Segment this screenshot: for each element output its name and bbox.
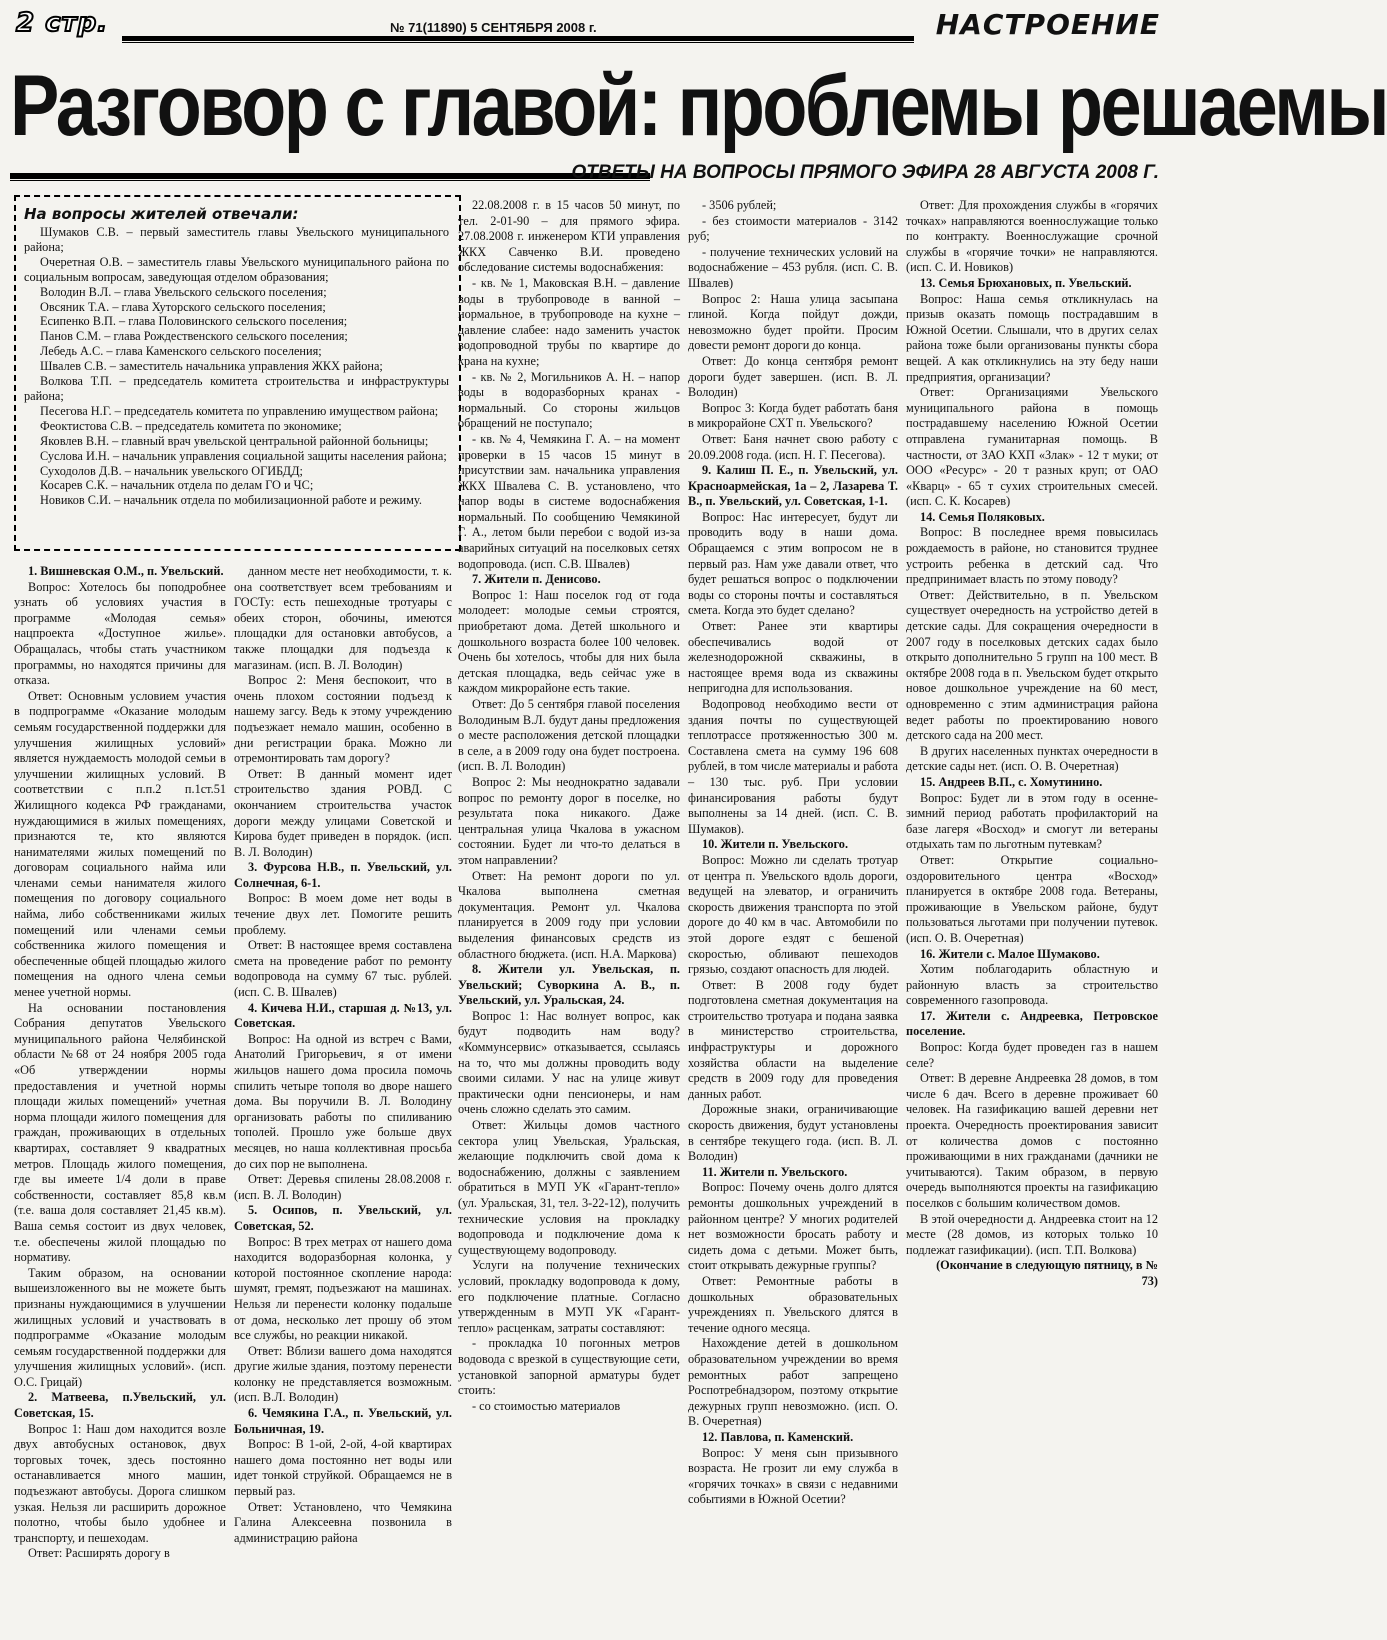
article-column-1	[14, 564, 226, 1634]
article-paragraph: Вопрос 3: Когда будет работать баня в микрорайоне СХТ п. Увельского?	[688, 400, 898, 431]
article-paragraph: Услуги на получение технических условий, прокладку водопровода к дому, его подключение платные. Согласно утвержденным в МУП УК «Гарант-тепло» расценкам, затраты составляют:	[458, 1258, 680, 1335]
responder-item: Косарев С.К. – начальник отдела по делам ГО и ЧС;	[40, 478, 314, 493]
article-paragraph: Вопрос: В последнее время повысилась рождаемость в районе, но становится труднее устроить ребенка в детский сад. Что предпринимает власть по этому поводу?	[906, 525, 1158, 587]
responder-item: Очеретная О.В. – заместитель главы Увельского муниципального района по социальным вопросам, заведующая отделом образования;	[24, 254, 449, 284]
article-column-3	[458, 198, 680, 1634]
article-column-5	[906, 198, 1158, 1634]
article-paragraph: Дорожные знаки, ограничивающие скорость движения, будут установлены в сентябре текущего года. (исп. В. Л. Володин)	[688, 1102, 898, 1164]
responder-item: Песегова Н.Г. – председатель комитета по управлению имуществом района;	[40, 403, 439, 418]
article-column-4	[688, 198, 898, 1634]
article-paragraph: Вопрос 1: Нас волнует вопрос, как будут подводить нам воду? «Коммунсервис» отказывается, ссылаясь на то, что мы должны проводить воду своими силами. У нас на улице живут практически одни пенсионеры, и нам очень сложно сделать это самим.	[458, 1008, 680, 1117]
article-paragraph: На основании постановления Собрания депутатов Увельского муниципального района Челябинской области №68 от 24 ноября 2005 года «Об утверждении нормы предоставления и учетной нормы площади жилых помещений» учетная норма площади жилого помещения для граждан, проживающих в отдельных квартирах, составляет 9 квадратных метров. Площадь жилого помещения, где вы имеете 1/4 доли в праве собственности, составляет 85,8 кв.м (т.е. ваша доля составляет 21,45 кв.м). Ваша семья состоит из двух человек, т.е. обеспечены жилой площадью по нормативу.	[14, 1000, 226, 1265]
article-paragraph: В других населенных пунктах очередности в детские сады нет. (исп. О. В. Очеретная)	[906, 743, 1158, 774]
article-paragraph: Ответ: Основным условием участия в подпрограмме «Оказание молодым семьям государственной поддержки для улучшения жилищных условий» является нуждаемость молодой семьи в улучшении жилищных условий. В соответствии с п.п.2 п.1ст.51 Жилищного кодекса РФ гражданами, нуждающимися в жилых помещениях, признаются те, кто являются нанимателями жилых помещений по договорам социального найма или членами семьи нанимателя жилого помещения по договору социального найма, либо собственниками жилых помещений или членами семьи собственника жилого помещения и обеспеченные общей площадью жилого помещения на одного члена семьи менее учетной нормы.	[14, 688, 226, 1000]
article-item-heading: 17. Жители с. Андреевка, Петровское поселение.	[906, 1008, 1158, 1039]
article-paragraph: Ответ: В 2008 году будет подготовлена сметная документация на строительство тротуара и подана заявка в министерство строительства, инфраструктуры и дорожного хозяйства области на выделение средств в 2009 году для проведения данных работ.	[688, 977, 898, 1101]
responder-item: Яковлев В.Н. – главный врач увельской центральной районной больницы;	[40, 433, 429, 448]
article-paragraph: Ответ: На ремонт дороги по ул. Чкалова выполнена сметная документация. Ремонт ул. Чкалова планируется в 2009 году при условии выделения финансовых средств из областного бюджета. (исп. Н.А. Маркова)	[458, 868, 680, 961]
responders-list	[24, 225, 449, 508]
article-item-heading: 14. Семья Поляковых.	[920, 509, 1045, 524]
article-paragraph: Ответ: Установлено, что Чемякина Галина Алексеевна позвонила в администрацию района	[234, 1499, 452, 1545]
responders-box	[14, 195, 461, 551]
article-paragraph: - кв. № 2, Могильников А. Н. – напор воды в водоразборных кранах - нормальный. Со стороны жильцов обращений не поступало;	[458, 369, 680, 431]
article-paragraph: Хотим поблагодарить областную и районную власть за строительство современного газопровода.	[906, 962, 1158, 1008]
article-paragraph: Ответ: В настоящее время составлена смета на проведение работ по ремонту водопровода на сумму 67 тыс. рублей. (исп. С. В. Швалев)	[234, 938, 452, 1000]
responder-item: Суслова И.Н. – начальник управления социальной защиты населения района;	[40, 448, 447, 463]
article-paragraph: - кв. № 4, Чемякина Г. А. – на момент проверки в 15 часов 15 минут в присутствии зам. начальника управления ЖКХ Швалева С. В. установлено, что напор воды в системе водоснабжения нормальный. По сообщению Чемякиной Г. А., летом были перебои с водой из-за аварийных ситуаций на поселковых сетях водопровода. (исп. С.В. Швалев)	[458, 431, 680, 571]
article-paragraph: 22.08.2008 г. в 15 часов 50 минут, по тел. 2-01-90 – для прямого эфира. 27.08.2008 г. инженером КТИ управления ЖКХ Савченко В.И. проведено обследование системы водоснабжения:	[458, 198, 680, 275]
article-item-heading: 11. Жители п. Увельского.	[702, 1164, 848, 1179]
article-paragraph: - кв. № 1, Маковская В.Н. – давление воды в трубопроводе в ванной – нормальное, в трубопроводе на кухне – давление слабее: надо заменить участок водопроводной трубы по квартире до крана на кухне;	[458, 275, 680, 368]
article-paragraph: Ответ: Открытие социально-оздоровительного центра «Восход» планируется в октябре 2008 года. Ветераны, проживающие в Увельском районе, будут пользоваться льготами при получении путевок. (исп. О. В. Очеретная)	[906, 852, 1158, 945]
article-paragraph: Вопрос 1: Наш дом находится возле двух автобусных остановок, двух торговых точек, здесь постоянно останавливается много машин, подъезжают автобусы. Дорога слишком узкая. Нельзя ли расширить дорожное полотно, чтобы было удобнее и транспорту, и пешеходам.	[14, 1421, 226, 1545]
article-item-heading: 8. Жители ул. Увельская, п. Увельский; Суворкина А. В., п. Увельский, ул. Уральская, 24.	[458, 962, 680, 1008]
article-item-heading: 13. Семья Брюхановых, п. Увельский.	[920, 275, 1132, 290]
responders-title: На вопросы жителей отвечали:	[24, 205, 299, 223]
issue-info: № 71(11890) 5 СЕНТЯБРЯ 2008 г.	[390, 20, 597, 35]
article-paragraph: Вопрос: В 1-ой, 2-ой, 4-ой квартирах нашего дома постоянно нет воды или идет тонкой струйкой. Обращаемся не в первый раз.	[234, 1437, 452, 1499]
article-paragraph: Ответ: Жильцы домов частного сектора улиц Увельская, Уральская, желающие подключить свой дома к водоснабжению, должны с заявлением обратиться в МУП УК «Гарант-тепло» (ул. Уральская, 31, тел. 3-22-12), получить технические условия на прокладку водопровода и подключение дома к существующему водопроводу.	[458, 1118, 680, 1257]
article-item-heading: 12. Павлова, п. Каменский.	[702, 1429, 854, 1444]
responder-item: Есипенко В.П. – глава Половинского сельского поселения;	[40, 314, 348, 329]
article-item-heading: 5. Осипов, п. Увельский, ул. Советская, 52.	[234, 1203, 452, 1233]
article-paragraph: Ответ: До 5 сентября главой поселения Володиным В.Л. будут даны предложения о месте расположения детской площадки в селе, а в 2009 году она будет построена. (исп. В. Л. Володин)	[458, 697, 680, 774]
subheadline-rule-thin	[10, 180, 650, 181]
page-header	[10, 8, 1160, 46]
article-paragraph: Вопрос: Наша семья откликнулась на призыв оказать помощь пострадавшим в Южной Осетии. Слышали, что в других селах района тоже были организованы пункты сбора вещей. А как откликнулись на эту беду наши предприятия, организации?	[906, 291, 1158, 384]
responder-item: Панов С.М. – глава Рождественского сельского поселения;	[40, 329, 348, 344]
responder-item: Лебедь А.С. – глава Каменского сельского поселения;	[40, 344, 322, 359]
article-paragraph: Вопрос 2: Наша улица засыпана глиной. Когда пойдут дожди, невозможно будет пройти. Просим довести ремонт дороги до конца.	[688, 291, 898, 353]
article-paragraph: Вопрос: В трех метрах от нашего дома находится водоразборная колонка, у которой постоянное скопление народа: шумят, гремят, подъезжают на машинах. Нельзя ли перенести колонку подальше от дома, несколько лет прошу об этом все службы, но реакции никакой.	[234, 1234, 452, 1343]
article-paragraph: Ответ: Действительно, в п. Увельском существует очередность на устройство детей в детские сады. Для сокращения очередности в 2007 году в поселковых детских садах было открыто дополнительно 5 групп на 100 мест. В октябре 2008 года в п. Увельском будет открыто новое дошкольное учреждение на 60 мест, одновременно с этим администрация района ведет работы по проектированию нового детского сада на 200 мест.	[906, 587, 1158, 743]
article-paragraph: данном месте нет необходимости, т. к. она соответствует всем требованиям и ГОСТу: есть пешеходные тротуары с обеих сторон, обочины, имеются площадки для остановки автобусов, а также площадки для подъезда к магазинам. (исп. В. Л. Володин)	[234, 564, 452, 672]
article-paragraph: Нахождение детей в дошкольном образовательном учреждении во время ремонтных работ запрещено Роспотребнадзором, поэтому открытие дежурных групп невозможно. (исп. О. В. Очеретная)	[688, 1336, 898, 1429]
page-number: 2 стр.	[16, 8, 109, 38]
article-paragraph: Ответ: Ремонтные работы в дошкольных образовательных учреждениях п. Увельского длятся в течение одного месяца.	[688, 1273, 898, 1335]
responder-item: Феоктистова С.В. – председатель комитета по экономике;	[40, 418, 342, 433]
article-item-heading: 4. Кичева Н.И., старшая д. №13, ул. Советская.	[234, 1000, 452, 1031]
article-item-heading: 2. Матвеева, п.Увельский, ул. Советская, 15.	[14, 1390, 226, 1421]
responder-item: Новиков С.И. – начальник отдела по мобилизационной работе и режиму.	[40, 493, 422, 508]
section-title: НАСТРОЕНИЕ	[935, 8, 1160, 41]
article-paragraph: - без стоимости материалов - 3142 руб;	[688, 213, 898, 244]
responder-item: Волкова Т.П. – председатель комитета строительства и инфраструктуры района;	[24, 374, 449, 403]
article-paragraph: Ответ: В деревне Андреевка 28 домов, в том числе 6 дач. Всего в деревне проживает 60 человек. На газификацию вашей деревни нет проекта. Очередность проектирования зависит от количества домов с постоянно проживающими в них гражданами (дачники не учитываются). Таким образом, в первую очередь выполняются проекты на газификацию поселков с большим количеством домов.	[906, 1071, 1158, 1210]
article-paragraph: Вопрос: В моем доме нет воды в течение двух лет. Помогите решить проблему.	[234, 891, 452, 937]
header-rule-thin	[122, 42, 914, 43]
article-item-heading: 6. Чемякина Г.А., п. Увельский, ул. Больничная, 19.	[234, 1406, 452, 1436]
article-paragraph: Вопрос 2: Меня беспокоит, что в очень плохом состоянии подъезд к нашему загсу. Ведь к этому учреждению подъезжает немало машин, особенно в дни регистрации брака. Можно ли отремонтировать там дорогу?	[234, 673, 452, 766]
article-item-heading: 9. Калиш П. Е., п. Увельский, ул. Красноармейская, 1а – 2, Лазарева Т. В., п. Увельский, ул. Советская, 1-1.	[688, 463, 898, 509]
article-item-heading: 1. Вишневская О.М., п. Увельский.	[28, 564, 224, 578]
article-paragraph: Вопрос 1: Наш поселок год от года молодеет: молодые семьи строятся, приобретают дома. Детей школьного и дошкольного возраста более 100 человек. Очень бы хотелось, чтобы для них была детская площадка, ведь сейчас уже в каждом микрорайоне есть такие.	[458, 587, 680, 696]
headline: Разговор с главой: проблемы решаемы	[10, 58, 1387, 154]
article-paragraph: Вопрос 2: Мы неоднократно задавали вопрос по ремонту дорог в поселке, но результата пока никакого. Даже центральная улица Чкалова в ужасном состоянии. Будет ли что-то делаться в этом направлении?	[458, 774, 680, 867]
article-paragraph: В этой очередности д. Андреевка стоит на 12 месте (28 домов, из которых только 10 подлежат газификации). (исп. Т.П. Волкова)	[906, 1211, 1158, 1257]
article-paragraph: Вопрос: Почему очень долго длятся ремонты дошкольных учреждений в районном центре? У многих родителей нет возможности бросать работу и сидеть дома с детьми. Может быть, стоит открывать дежурные группы?	[688, 1180, 898, 1273]
article-paragraph: Ответ: Для прохождения службы в «горячих точках» направляются военнослужащие только по контракту. Военнослужащие срочной службы в «горячие точки» не направляются. (исп. С. И. Новиков)	[906, 198, 1158, 275]
responder-item: Шумаков С.В. – первый заместитель главы Увельского муниципального района;	[24, 225, 449, 254]
article-paragraph: Вопрос: Будет ли в этом году в осенне-зимний период работать профилакторий на базе лагеря «Восход» и смогут ли ветераны отдыхать там по льготным путевкам?	[906, 790, 1158, 852]
article-paragraph: Таким образом, на основании вышеизложенного вы не можете быть признаны нуждающимися в улучшении жилищных условий и участвовать в подпрограмме «Оказание молодым семьям государственной поддержки для улучшения жилищных условий». (исп. О.С. Грицай)	[14, 1265, 226, 1389]
article-item-heading: 7. Жители п. Денисово.	[472, 572, 601, 587]
article-item-heading: 15. Андреев В.П., с. Хомутинино.	[920, 774, 1103, 789]
continuation-note: (Окончание в следующую пятницу, в № 73)	[936, 1258, 1158, 1288]
article-paragraph: - получение технических условий на водоснабжение – 453 рубля. (исп. С. В. Швалев)	[688, 244, 898, 290]
article-paragraph: Вопрос: На одной из встреч с Вами, Анатолий Григорьевич, я от имени жильцов нашего дома просила помочь спилить четыре тополя во дворе нашего дома. Вы поручили В. Л. Володину организовать работы по спиливанию тополей. Прошло уже больше двух месяцев, но наша коллективная просьба до сих пор не выполнена.	[234, 1031, 452, 1171]
responder-item: Володин В.Л. – глава Увельского сельского поселения;	[40, 284, 327, 299]
article-paragraph: - 3506 рублей;	[702, 198, 777, 212]
responder-item: Суходолов Д.В. – начальник увельского ОГИБДД;	[40, 463, 303, 478]
article-paragraph: Водопровод необходимо вести от здания почты по существующей теплотрассе протяженностью 300 м. Составлена смета на сумму 196 608 рублей, в том числе материалы и работа – 130 тыс. руб. При условии финансирования работы будут выполнены за 14 дней. (исп. С. В. Шумаков).	[688, 697, 898, 836]
article-item-heading: 10. Жители п. Увельского.	[702, 837, 849, 852]
article-paragraph: Ответ: Баня начнет свою работу с 20.09.2008 года. (исп. Н. Г. Песегова).	[688, 431, 898, 462]
article-paragraph: Ответ: В данный момент идет строительство здания РОВД. С окончанием строительства участок дороги между улицами Советской и Кирова будет приведен в порядок. (исп. В. Л. Володин)	[234, 766, 452, 859]
article-paragraph: Вопрос: У меня сын призывного возраста. Не грозит ли ему служба в «горячих точках» в связи с недавними событиями в Южной Осетии?	[688, 1445, 898, 1507]
article-item-heading: 16. Жители с. Малое Шумаково.	[920, 946, 1100, 961]
article-paragraph: Ответ: Ранее эти квартиры обеспечивались водой от железнодорожной скважины, в настоящее время вода из скважины непригодна для использования.	[688, 619, 898, 696]
article-paragraph: Ответ: Деревья спилены 28.08.2008 г. (исп. В. Л. Володин)	[234, 1172, 452, 1202]
subheadline: ОТВЕТЫ НА ВОПРОСЫ ПРЯМОГО ЭФИРА 28 АВГУСТА 2008 Г.	[571, 162, 1159, 183]
article-paragraph: Ответ: Организациями Увельского муниципального района в помощь пострадавшему населению Южной Осетии отправлена гуманитарная помощь. В частности, от ЗАО КХП «Злак» - 12 т муки; от ООО «Ресурс» - 20 т разных круп; от ОАО «Кварц» - 65 т сухих строительных смесей. (исп. С. К. Косарев)	[906, 385, 1158, 509]
article-paragraph: Вопрос: Хотелось бы поподробнее узнать об условиях участия в программе «Молодая семья» нацпроекта «Доступное жилье». Обращалась, чтобы стать участником программы, но находятся причины для отказа.	[14, 579, 226, 688]
responder-item: Швалев С.В. – заместитель начальника управления ЖКХ района;	[40, 359, 383, 374]
article-item-heading: 3. Фурсова Н.В., п. Увельский, ул. Солнечная, 6-1.	[234, 860, 452, 890]
article-paragraph: - прокладка 10 погонных метров водовода с врезкой в существующие сети, установкой запорной арматуры будет стоить:	[458, 1336, 680, 1398]
article-paragraph: Ответ: До конца сентября ремонт дороги будет завершен. (исп. В. Л. Володин)	[688, 353, 898, 400]
article-paragraph: Ответ: Расширять дорогу в	[28, 1546, 170, 1561]
article-paragraph: Вопрос: Нас интересует, будут ли проводить воду в наши дома. Обращаемся с этим вопросом не в первый раз. Нам уже давали ответ, что будет решаться вопрос о подключении воды со стороны почты и составляться смета. Когда это будет сделано?	[688, 509, 898, 618]
subheadline-rule	[10, 173, 650, 179]
header-rule	[122, 36, 914, 41]
article-paragraph: Вопрос: Когда будет проведен газ в нашем селе?	[906, 1040, 1158, 1070]
responder-item: Овсяник Т.А. – глава Хуторского сельского поселения;	[40, 299, 326, 314]
article-paragraph: Вопрос: Можно ли сделать тротуар от центра п. Увельского вдоль дороги, ведущей на элеватор, и ограничить скорость движения транспорта по этой дороге до 40 км в час. Автомобили по этой дороге ездят с бешеной скоростью, обливают пешеходов грязью, создают опасность для людей.	[688, 852, 898, 977]
article-column-2	[234, 564, 452, 1634]
article-paragraph: Ответ: Вблизи вашего дома находятся другие жилые здания, поэтому перенести колонку не представляется возможным. (исп. В.Л. Володин)	[234, 1343, 452, 1405]
article-paragraph: - со стоимостью материалов	[472, 1398, 621, 1413]
